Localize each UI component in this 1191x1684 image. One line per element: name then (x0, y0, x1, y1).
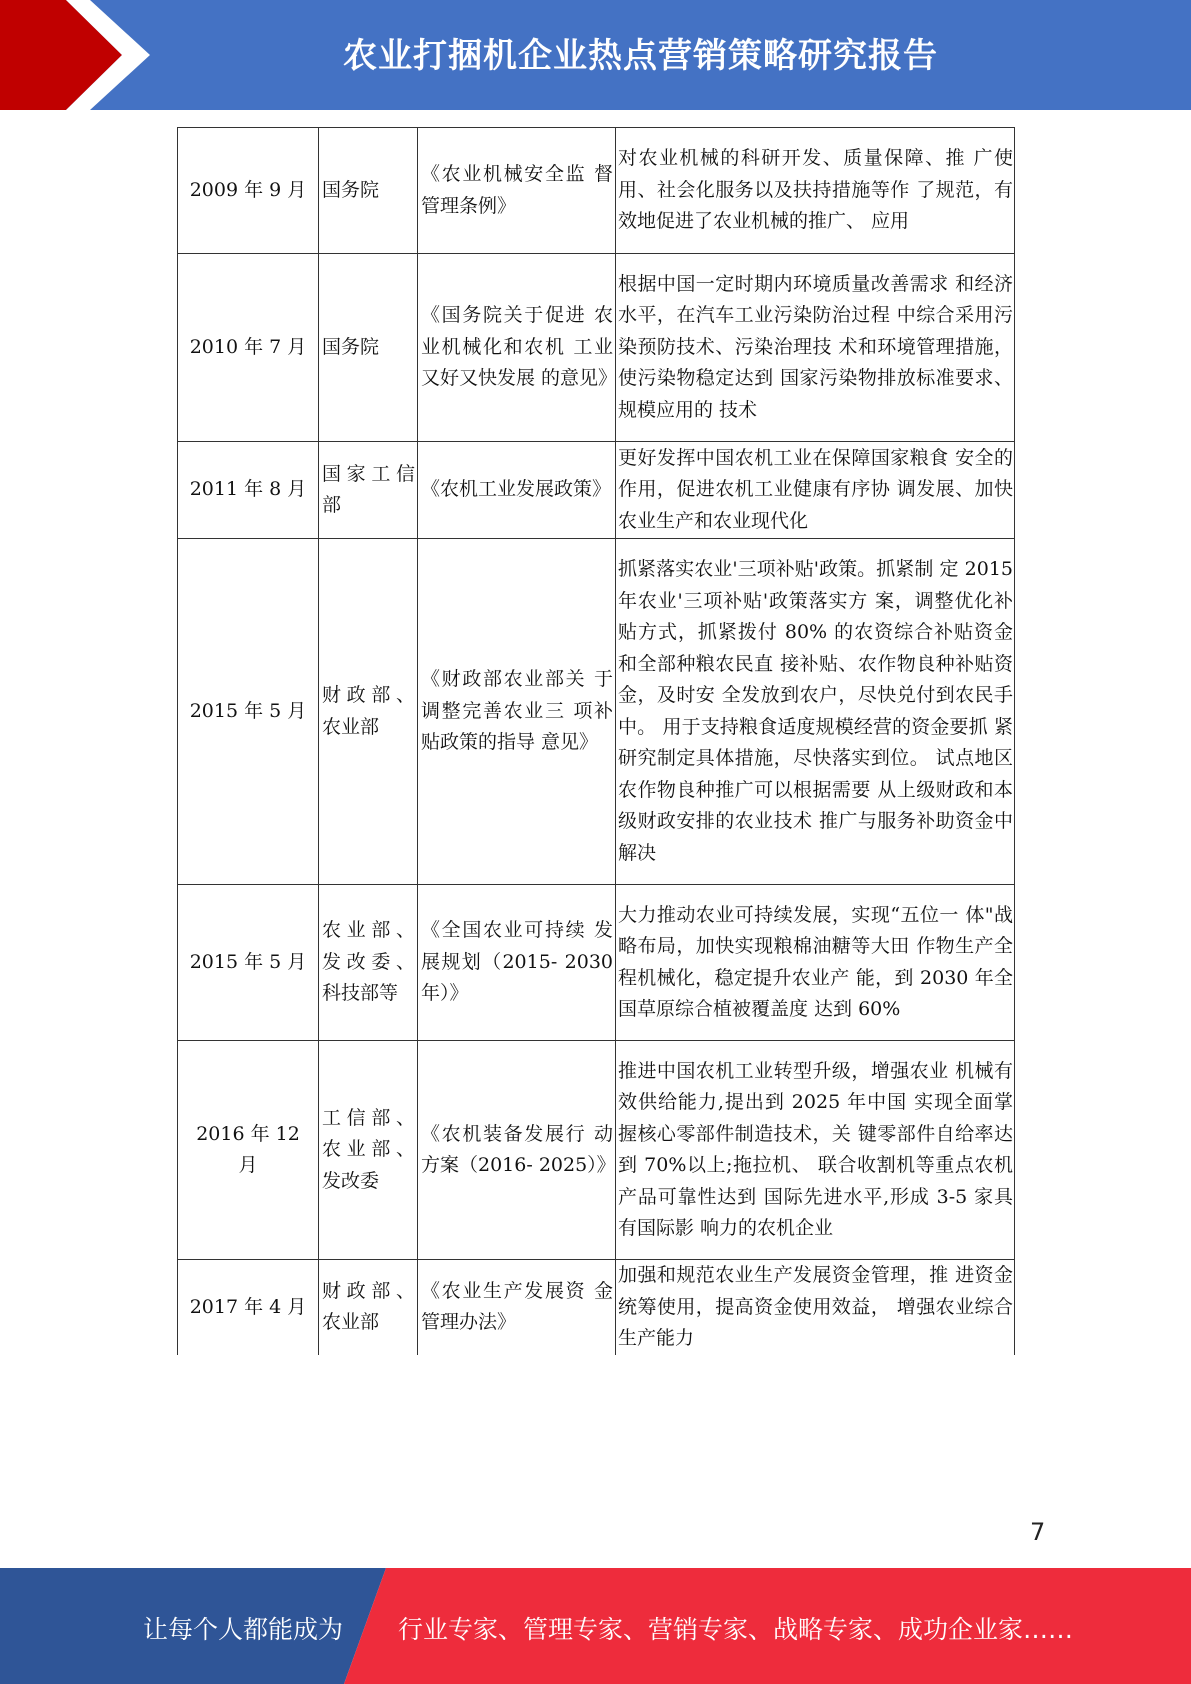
policy-table (177, 127, 1015, 1355)
row-date: 2011 年 8 月 (178, 442, 319, 539)
row-description: 抓紧落实农业'三项补贴'政策。抓紧制 定 2015 年农业'三项补贴'政策落实方 案，调整优化补贴方式，抓紧拨付 80% 的农资综合补贴资金和全部种粮农民直 接补贴、农作物良种补贴资金，及时安 全发放到农户，尽快兑付到农民手中。 用于支持粮食适度规模经营的资金要抓 紧研究制定具体措施，尽快落实到位。 试点地区农作物良种推广可以根据需要 从上级财政和本级财政安排的农业技术 推广与服务补助资金中解决 (616, 539, 1015, 885)
row-description: 根据中国一定时期内环境质量改善需求 和经济水平，在汽车工业污染防治过程 中综合采用污染预防技术、污染治理技 术和环境管理措施，使污染物稳定达到 国家污染物排放标准要求、规模应用的 技术 (616, 254, 1015, 442)
row-date: 2016 年 12 月 (178, 1041, 319, 1260)
row-document: 《农业机械安全监 督管理条例》 (418, 128, 616, 254)
row-document: 《国务院关于促进 农业机械化和农机 工业又好又快发展 的意见》 (418, 254, 616, 442)
row-description: 更好发挥中国农机工业在保障国家粮食 安全的作用，促进农机工业健康有序协 调发展、加快农业生产和农业现代化 (616, 442, 1015, 539)
row-description: 推进中国农机工业转型升级，增强农业 机械有效供给能力,提出到 2025 年中国 实现全面掌握核心零部件制造技术，关 键零部件自给率达到 70%以上;拖拉机、 联合收割机等重点农机产品可靠性达到 国际先进水平,形成 3-5 家具有国际影 响力的农机企业 (616, 1041, 1015, 1260)
table-row (178, 539, 1015, 885)
row-department: 工信部、农业部、发改委 (319, 1041, 418, 1260)
row-date: 2010 年 7 月 (178, 254, 319, 442)
header-banner (0, 0, 1191, 110)
row-date: 2017 年 4 月 (178, 1260, 319, 1355)
row-department: 国务院 (319, 128, 418, 254)
row-description: 大力推动农业可持续发展，实现“五位一 体"战略布局，加快实现粮棉油糖等大田 作物生产全程机械化，稳定提升农业产 能，到 2030 年全国草原综合植被覆盖度 达到 60% (616, 885, 1015, 1041)
report-title: 农业打捆机企业热点营销策略研究报告 (343, 36, 938, 76)
row-document: 《财政部农业部关 于调整完善农业三 项补贴政策的指导 意见》 (418, 539, 616, 885)
row-date: 2009 年 9 月 (178, 128, 319, 254)
row-document: 《全国农业可持续 发展规划（2015- 2030 年）》 (418, 885, 616, 1041)
table-row (178, 442, 1015, 539)
row-document: 《农业生产发展资 金管理办法》 (418, 1260, 616, 1355)
policy-table-container (177, 127, 1014, 1355)
row-document: 《农机工业发展政策》 (418, 442, 616, 539)
page-number: 7 (1030, 1518, 1046, 1546)
table-row (178, 1260, 1015, 1355)
row-department: 财政部、农业部 (319, 539, 418, 885)
row-description: 对农业机械的科研开发、质量保障、推 广使用、社会化服务以及扶持措施等作 了规范，有效地促进了农业机械的推广、 应用 (616, 128, 1015, 254)
row-document: 《农机装备发展行 动方案（2016- 2025）》 (418, 1041, 616, 1260)
table-row (178, 1041, 1015, 1260)
footer-banner (0, 1568, 1191, 1684)
row-date: 2015 年 5 月 (178, 539, 319, 885)
table-row (178, 128, 1015, 254)
row-description: 加强和规范农业生产发展资金管理，推 进资金统筹使用，提高资金使用效益， 增强农业综合生产能力 (616, 1260, 1015, 1355)
row-department: 国家工信部 (319, 442, 418, 539)
table-row (178, 885, 1015, 1041)
row-department: 国务院 (319, 254, 418, 442)
footer-slogan-left: 让每个人都能成为 (143, 1615, 344, 1644)
row-department: 农业部、发改委、科技部等 (319, 885, 418, 1041)
row-department: 财政部、农业部 (319, 1260, 418, 1355)
table-row (178, 254, 1015, 442)
row-date: 2015 年 5 月 (178, 885, 319, 1041)
footer-slogan-right: 行业专家、管理专家、营销专家、战略专家、成功企业家…… (398, 1615, 1074, 1644)
